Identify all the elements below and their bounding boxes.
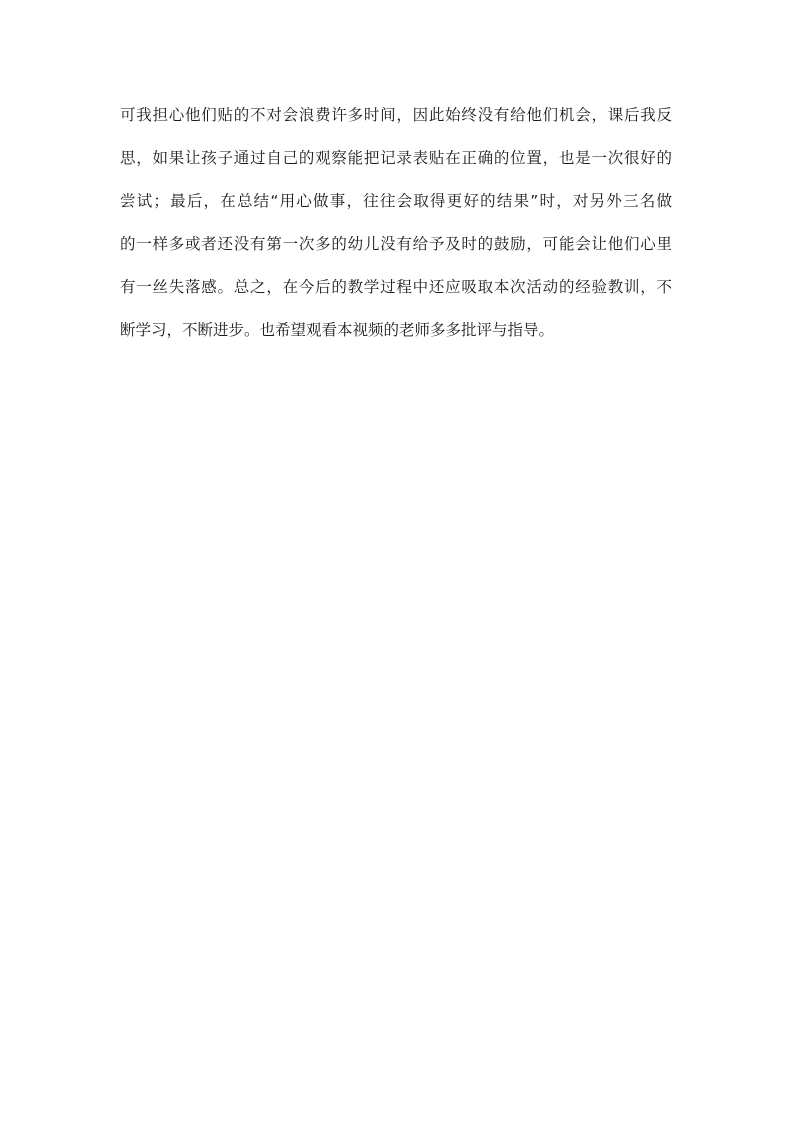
paragraph-line-2: 思，如果让孩子通过自己的观察能把记录表贴在正确的位置，也是一次很好的 bbox=[120, 149, 672, 167]
paragraph-line-5: 有一丝失落感。总之，在今后的教学过程中还应吸取本次活动的经验教训，不 bbox=[120, 278, 672, 296]
paragraph-line-3: 尝试；最后，在总结“用心做事，往往会取得更好的结果”时，对另外三名做 bbox=[120, 192, 672, 210]
paragraph-line-1: 可我担心他们贴的不对会浪费许多时间，因此始终没有给他们机会，课后我反 bbox=[120, 106, 672, 124]
paragraph-line-4: 的一样多或者还没有第一次多的幼儿没有给予及时的鼓励，可能会让他们心里 bbox=[120, 235, 672, 253]
paragraph-line-6: 断学习，不断进步。也希望观看本视频的老师多多批评与指导。 bbox=[120, 321, 555, 339]
body-paragraph bbox=[120, 100, 672, 358]
